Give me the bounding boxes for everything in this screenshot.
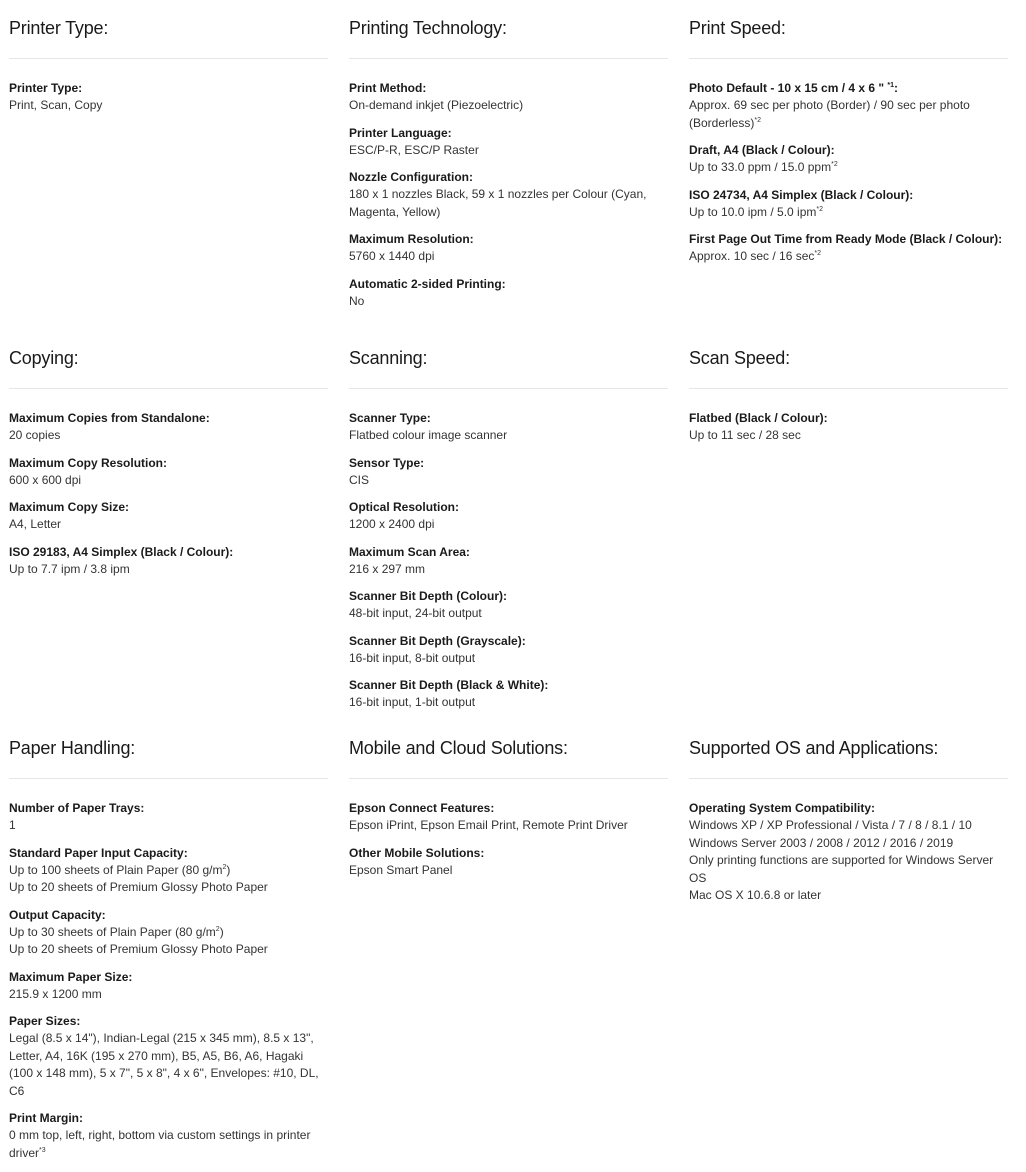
spec-label xyxy=(689,187,1009,204)
spec-item xyxy=(689,142,1009,177)
spec-list xyxy=(689,779,1009,905)
spec-label xyxy=(9,907,329,924)
spec-label xyxy=(9,499,329,516)
spec-label-text: Output Capacity: xyxy=(9,907,106,922)
spec-value xyxy=(689,817,1009,905)
spec-item xyxy=(349,499,669,534)
spec-label xyxy=(9,410,329,427)
spec-item xyxy=(9,845,329,897)
section-copying xyxy=(9,330,329,588)
spec-label xyxy=(349,80,669,97)
spec-value-text: On-demand inkjet (Piezoelectric) xyxy=(349,98,524,112)
spec-list xyxy=(349,779,669,879)
spec-item xyxy=(349,845,669,880)
spec-item xyxy=(349,410,669,445)
section-printer-type xyxy=(9,0,329,125)
spec-label xyxy=(349,588,669,605)
spec-list xyxy=(349,389,669,712)
spec-item xyxy=(349,125,669,160)
spec-item xyxy=(9,499,329,534)
spec-value xyxy=(349,427,669,445)
spec-label xyxy=(9,455,329,472)
section-title: Printer Type: xyxy=(9,18,109,38)
spec-label xyxy=(689,142,1009,159)
spec-value-text: A4, Letter xyxy=(9,517,62,531)
spec-label xyxy=(689,231,1009,248)
section-title: Copying: xyxy=(9,348,79,368)
spec-label-text: Photo Default - 10 x 15 cm / 4 x 6 " xyxy=(689,81,888,95)
spec-item xyxy=(689,800,1009,905)
spec-list xyxy=(689,59,1009,266)
section-scanning xyxy=(349,330,669,722)
spec-value xyxy=(9,1127,329,1162)
spec-label xyxy=(349,125,669,142)
spec-label-text: Maximum Scan Area: xyxy=(349,544,470,559)
spec-label xyxy=(9,544,329,561)
spec-value-text: Legal (8.5 x 14"), Indian-Legal (215 x 345 mm), 8.5 x 13", Letter, A4, 16K (195 x 270 mm), B5, A5, B6, A6, Hagaki (100 x 148 mm), 5 x 7", 5 x 8", 4 x 6", Envelopes: #10, DL, C6 xyxy=(9,1031,319,1098)
spec-list xyxy=(689,389,1009,445)
spec-value-text: Up to 33.0 ppm / 15.0 ppm xyxy=(689,160,832,174)
spec-item xyxy=(349,276,669,311)
spec-value-text: 0 mm top, left, right, bottom via custom settings in printer driver xyxy=(9,1128,311,1160)
spec-item xyxy=(349,231,669,266)
spec-label-text: Scanner Bit Depth (Black & White): xyxy=(349,678,549,692)
footnote-marker: *2 xyxy=(814,250,822,257)
section-title: Scan Speed: xyxy=(689,348,790,368)
footnote-marker: *3 xyxy=(39,1146,46,1154)
spec-value xyxy=(9,97,329,115)
spec-list xyxy=(9,389,329,578)
spec-label xyxy=(9,800,329,817)
spec-label xyxy=(689,800,1009,817)
section-title: Scanning: xyxy=(349,348,428,368)
spec-value-text: Up to 100 sheets of Plain Paper (80 g/m xyxy=(9,862,223,877)
section-scan-speed xyxy=(689,330,1009,455)
spec-value-text: Up to 11 sec / 28 sec xyxy=(689,428,801,442)
spec-item xyxy=(349,80,669,115)
spec-value xyxy=(689,159,1009,177)
spec-label xyxy=(9,1013,329,1030)
spec-item xyxy=(9,907,329,959)
spec-value xyxy=(349,862,669,880)
spec-value-text: Up to 30 sheets of Plain Paper (80 g/m xyxy=(9,924,216,939)
spec-label-text: Optical Resolution: xyxy=(349,500,460,514)
spec-label-text: Standard Paper Input Capacity: xyxy=(9,845,188,860)
spec-item xyxy=(9,1013,329,1100)
spec-value-text: 215.9 x 1200 mm xyxy=(9,986,102,1001)
spec-value xyxy=(349,186,669,221)
spec-value xyxy=(349,650,669,668)
spec-item xyxy=(349,677,669,712)
footnote-marker: *1 xyxy=(887,82,895,89)
section-title: Printing Technology: xyxy=(349,18,507,38)
spec-value xyxy=(9,924,329,959)
spec-value xyxy=(349,97,669,115)
spec-label xyxy=(349,410,669,427)
spec-value-text: Print, Scan, Copy xyxy=(9,98,103,112)
spec-item xyxy=(689,410,1009,445)
spec-item xyxy=(689,187,1009,222)
spec-label-text: Printer Type: xyxy=(9,81,83,95)
spec-label-text: First Page Out Time from Ready Mode (Black / Colour): xyxy=(689,232,1003,246)
footnote-marker: *2 xyxy=(816,205,824,213)
spec-value xyxy=(9,472,329,490)
spec-label xyxy=(349,800,669,817)
section-title: Supported OS and Applications: xyxy=(689,738,939,758)
spec-label-text: Maximum Resolution: xyxy=(349,232,474,246)
spec-label-text: Scanner Type: xyxy=(349,411,431,425)
spec-item xyxy=(689,231,1009,266)
spec-label xyxy=(349,276,669,293)
spec-label-text: Paper Sizes: xyxy=(9,1014,81,1028)
spec-label-text: Scanner Bit Depth (Grayscale): xyxy=(349,633,526,648)
spec-label-text: Printer Language: xyxy=(349,125,452,140)
spec-value xyxy=(9,427,329,445)
section-print-speed xyxy=(689,0,1009,276)
spec-value-text: ESC/P-R, ESC/P Raster xyxy=(349,142,479,157)
spec-label-text: Scanner Bit Depth (Colour): xyxy=(349,589,507,603)
spec-label-text: Automatic 2-sided Printing: xyxy=(349,276,506,291)
spec-value xyxy=(689,204,1009,222)
spec-value xyxy=(9,986,329,1004)
section-title: Print Speed: xyxy=(689,18,786,38)
spec-value-text: 180 x 1 nozzles Black, 59 x 1 nozzles per Colour (Cyan, Magenta, Yellow) xyxy=(349,187,647,219)
spec-value xyxy=(349,293,669,311)
spec-value-text: CIS xyxy=(349,472,370,487)
spec-label xyxy=(689,410,1009,427)
spec-value-text: 16-bit input, 1-bit output xyxy=(349,695,476,709)
spec-value-text: 1 xyxy=(9,818,16,832)
section-title: Paper Handling: xyxy=(9,738,136,758)
spec-item xyxy=(9,1110,329,1162)
spec-label xyxy=(349,169,669,186)
spec-value-text: Approx. 10 sec / 16 sec xyxy=(689,249,815,263)
superscript: 2 xyxy=(222,863,227,871)
spec-label-text: Maximum Copy Resolution: xyxy=(9,455,168,470)
spec-item xyxy=(349,800,669,835)
section-printing-technology xyxy=(349,0,669,320)
spec-item xyxy=(349,544,669,579)
spec-label-text: Operating System Compatibility: xyxy=(689,801,876,815)
spec-value xyxy=(689,248,1009,266)
spec-value xyxy=(349,605,669,623)
footnote-marker: *2 xyxy=(831,161,838,168)
spec-label-text: ISO 24734, A4 Simplex (Black / Colour): xyxy=(689,187,914,202)
spec-label xyxy=(9,845,329,862)
spec-item xyxy=(349,588,669,623)
spec-label xyxy=(689,80,1009,97)
section-title: Mobile and Cloud Solutions: xyxy=(349,738,568,758)
spec-label-text: Other Mobile Solutions: xyxy=(349,845,485,860)
spec-value xyxy=(349,817,669,835)
spec-value-text: 1200 x 2400 dpi xyxy=(349,517,435,531)
spec-item xyxy=(9,410,329,445)
spec-value-text: ) Up to 20 sheets of Premium Glossy Photo Paper xyxy=(9,862,268,894)
spec-value-text: Epson iPrint, Epson Email Print, Remote Print Driver xyxy=(349,818,628,832)
spec-label xyxy=(349,544,669,561)
spec-value-text: No xyxy=(349,293,365,308)
spec-label-text: Epson Connect Features: xyxy=(349,801,495,815)
spec-value xyxy=(9,1030,329,1100)
section-supported-os xyxy=(689,720,1009,915)
spec-value-text: 48-bit input, 24-bit output xyxy=(349,606,482,620)
spec-value-text: Epson Smart Panel xyxy=(349,862,453,877)
spec-label xyxy=(9,1110,329,1127)
spec-value-text: Up to 7.7 ipm / 3.8 ipm xyxy=(9,561,130,576)
spec-value xyxy=(689,97,1009,132)
spec-label xyxy=(349,455,669,472)
spec-item xyxy=(9,544,329,579)
spec-list xyxy=(349,59,669,310)
spec-value xyxy=(349,248,669,266)
section-paper-handling xyxy=(9,720,329,1172)
spec-label-text: Maximum Paper Size: xyxy=(9,969,133,984)
superscript: 2 xyxy=(215,925,220,933)
spec-label-text: Nozzle Configuration: xyxy=(349,170,473,184)
spec-value xyxy=(349,516,669,534)
spec-label-text: ISO 29183, A4 Simplex (Black / Colour): xyxy=(9,544,234,559)
spec-value-text: 5760 x 1440 dpi xyxy=(349,249,435,263)
spec-value-text: ) Up to 20 sheets of Premium Glossy Photo Paper xyxy=(9,924,268,956)
spec-item xyxy=(9,455,329,490)
spec-label-text: Maximum Copies from Standalone: xyxy=(9,411,210,425)
spec-label xyxy=(349,499,669,516)
spec-label xyxy=(349,845,669,862)
spec-item xyxy=(349,169,669,221)
spec-value xyxy=(689,427,1009,445)
spec-item xyxy=(9,800,329,835)
spec-value-text: 16-bit input, 8-bit output xyxy=(349,650,476,665)
spec-value xyxy=(9,817,329,835)
footnote-marker: *2 xyxy=(754,116,761,124)
spec-value xyxy=(349,142,669,160)
spec-label xyxy=(349,677,669,694)
spec-list xyxy=(9,59,329,115)
spec-value-text: 600 x 600 dpi xyxy=(9,472,82,487)
spec-value-text: 216 x 297 mm xyxy=(349,561,426,576)
spec-label-text: Draft, A4 (Black / Colour): xyxy=(689,143,835,157)
spec-list xyxy=(9,779,329,1162)
spec-label-text: Print Method: xyxy=(349,81,427,95)
spec-item xyxy=(9,80,329,115)
spec-label xyxy=(349,231,669,248)
spec-item xyxy=(349,633,669,668)
spec-value-text: Up to 10.0 ipm / 5.0 ipm xyxy=(689,204,817,219)
spec-label-tail: : xyxy=(894,81,899,95)
spec-label-text: Maximum Copy Size: xyxy=(9,500,130,514)
spec-value xyxy=(349,694,669,712)
spec-value-text: Flatbed colour image scanner xyxy=(349,428,508,442)
section-mobile-cloud xyxy=(349,720,669,889)
spec-label-text: Sensor Type: xyxy=(349,455,425,470)
spec-label-text: Flatbed (Black / Colour): xyxy=(689,411,828,425)
spec-value-text: 20 copies xyxy=(9,428,61,442)
spec-item xyxy=(349,455,669,490)
spec-item xyxy=(689,80,1009,132)
spec-value xyxy=(349,472,669,490)
spec-value xyxy=(349,561,669,579)
spec-value xyxy=(9,561,329,579)
spec-label-text: Print Margin: xyxy=(9,1111,83,1125)
spec-label xyxy=(9,969,329,986)
spec-item xyxy=(9,969,329,1004)
spec-value xyxy=(9,516,329,534)
spec-value-text: Windows XP / XP Professional / Vista / 7 / 8 / 8.1 / 10 Windows Server 2003 / 2008 / 2012 / 2016 / 2019 Only printing functions are supported for Windows Server OS Mac OS X 10.6.8 or later xyxy=(689,818,994,902)
spec-label xyxy=(349,633,669,650)
spec-label-text: Number of Paper Trays: xyxy=(9,801,145,815)
spec-value xyxy=(9,862,329,897)
spec-label xyxy=(9,80,329,97)
spec-value-text: Approx. 69 sec per photo (Border) / 90 sec per photo (Borderless) xyxy=(689,98,970,130)
